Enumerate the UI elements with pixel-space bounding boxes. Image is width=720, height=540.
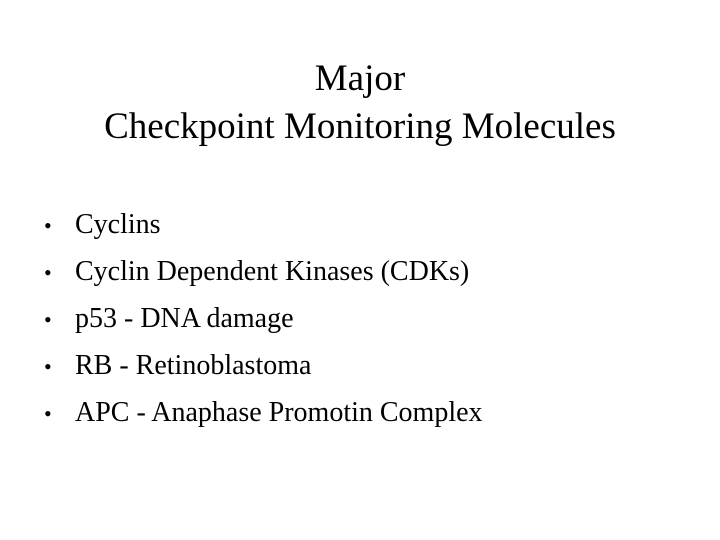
bullet-dot-icon: • bbox=[44, 260, 52, 285]
bullet-dot-icon: • bbox=[44, 213, 52, 238]
bullet-dot-icon: • bbox=[44, 401, 52, 426]
bullet-item-apc bbox=[44, 390, 483, 437]
bullet-text: Cyclin Dependent Kinases (CDKs) bbox=[75, 256, 470, 287]
bullet-text: Cyclins bbox=[75, 209, 161, 240]
bullet-item-p53 bbox=[44, 296, 483, 343]
slide-title bbox=[0, 55, 720, 151]
bullet-dot-icon: • bbox=[44, 307, 52, 332]
bullet-text: RB - Retinoblastoma bbox=[75, 350, 312, 381]
bullet-item-cyclins bbox=[44, 202, 483, 249]
bullet-list bbox=[44, 202, 483, 437]
bullet-item-cdks bbox=[44, 249, 483, 296]
bullet-dot-icon: • bbox=[44, 354, 52, 379]
title-line-1: Major bbox=[314, 57, 406, 99]
bullet-item-rb bbox=[44, 343, 483, 390]
title-line-2: Checkpoint Monitoring Molecules bbox=[104, 105, 616, 147]
bullet-text: p53 - DNA damage bbox=[75, 303, 294, 334]
bullet-text: APC - Anaphase Promotin Complex bbox=[75, 397, 483, 428]
